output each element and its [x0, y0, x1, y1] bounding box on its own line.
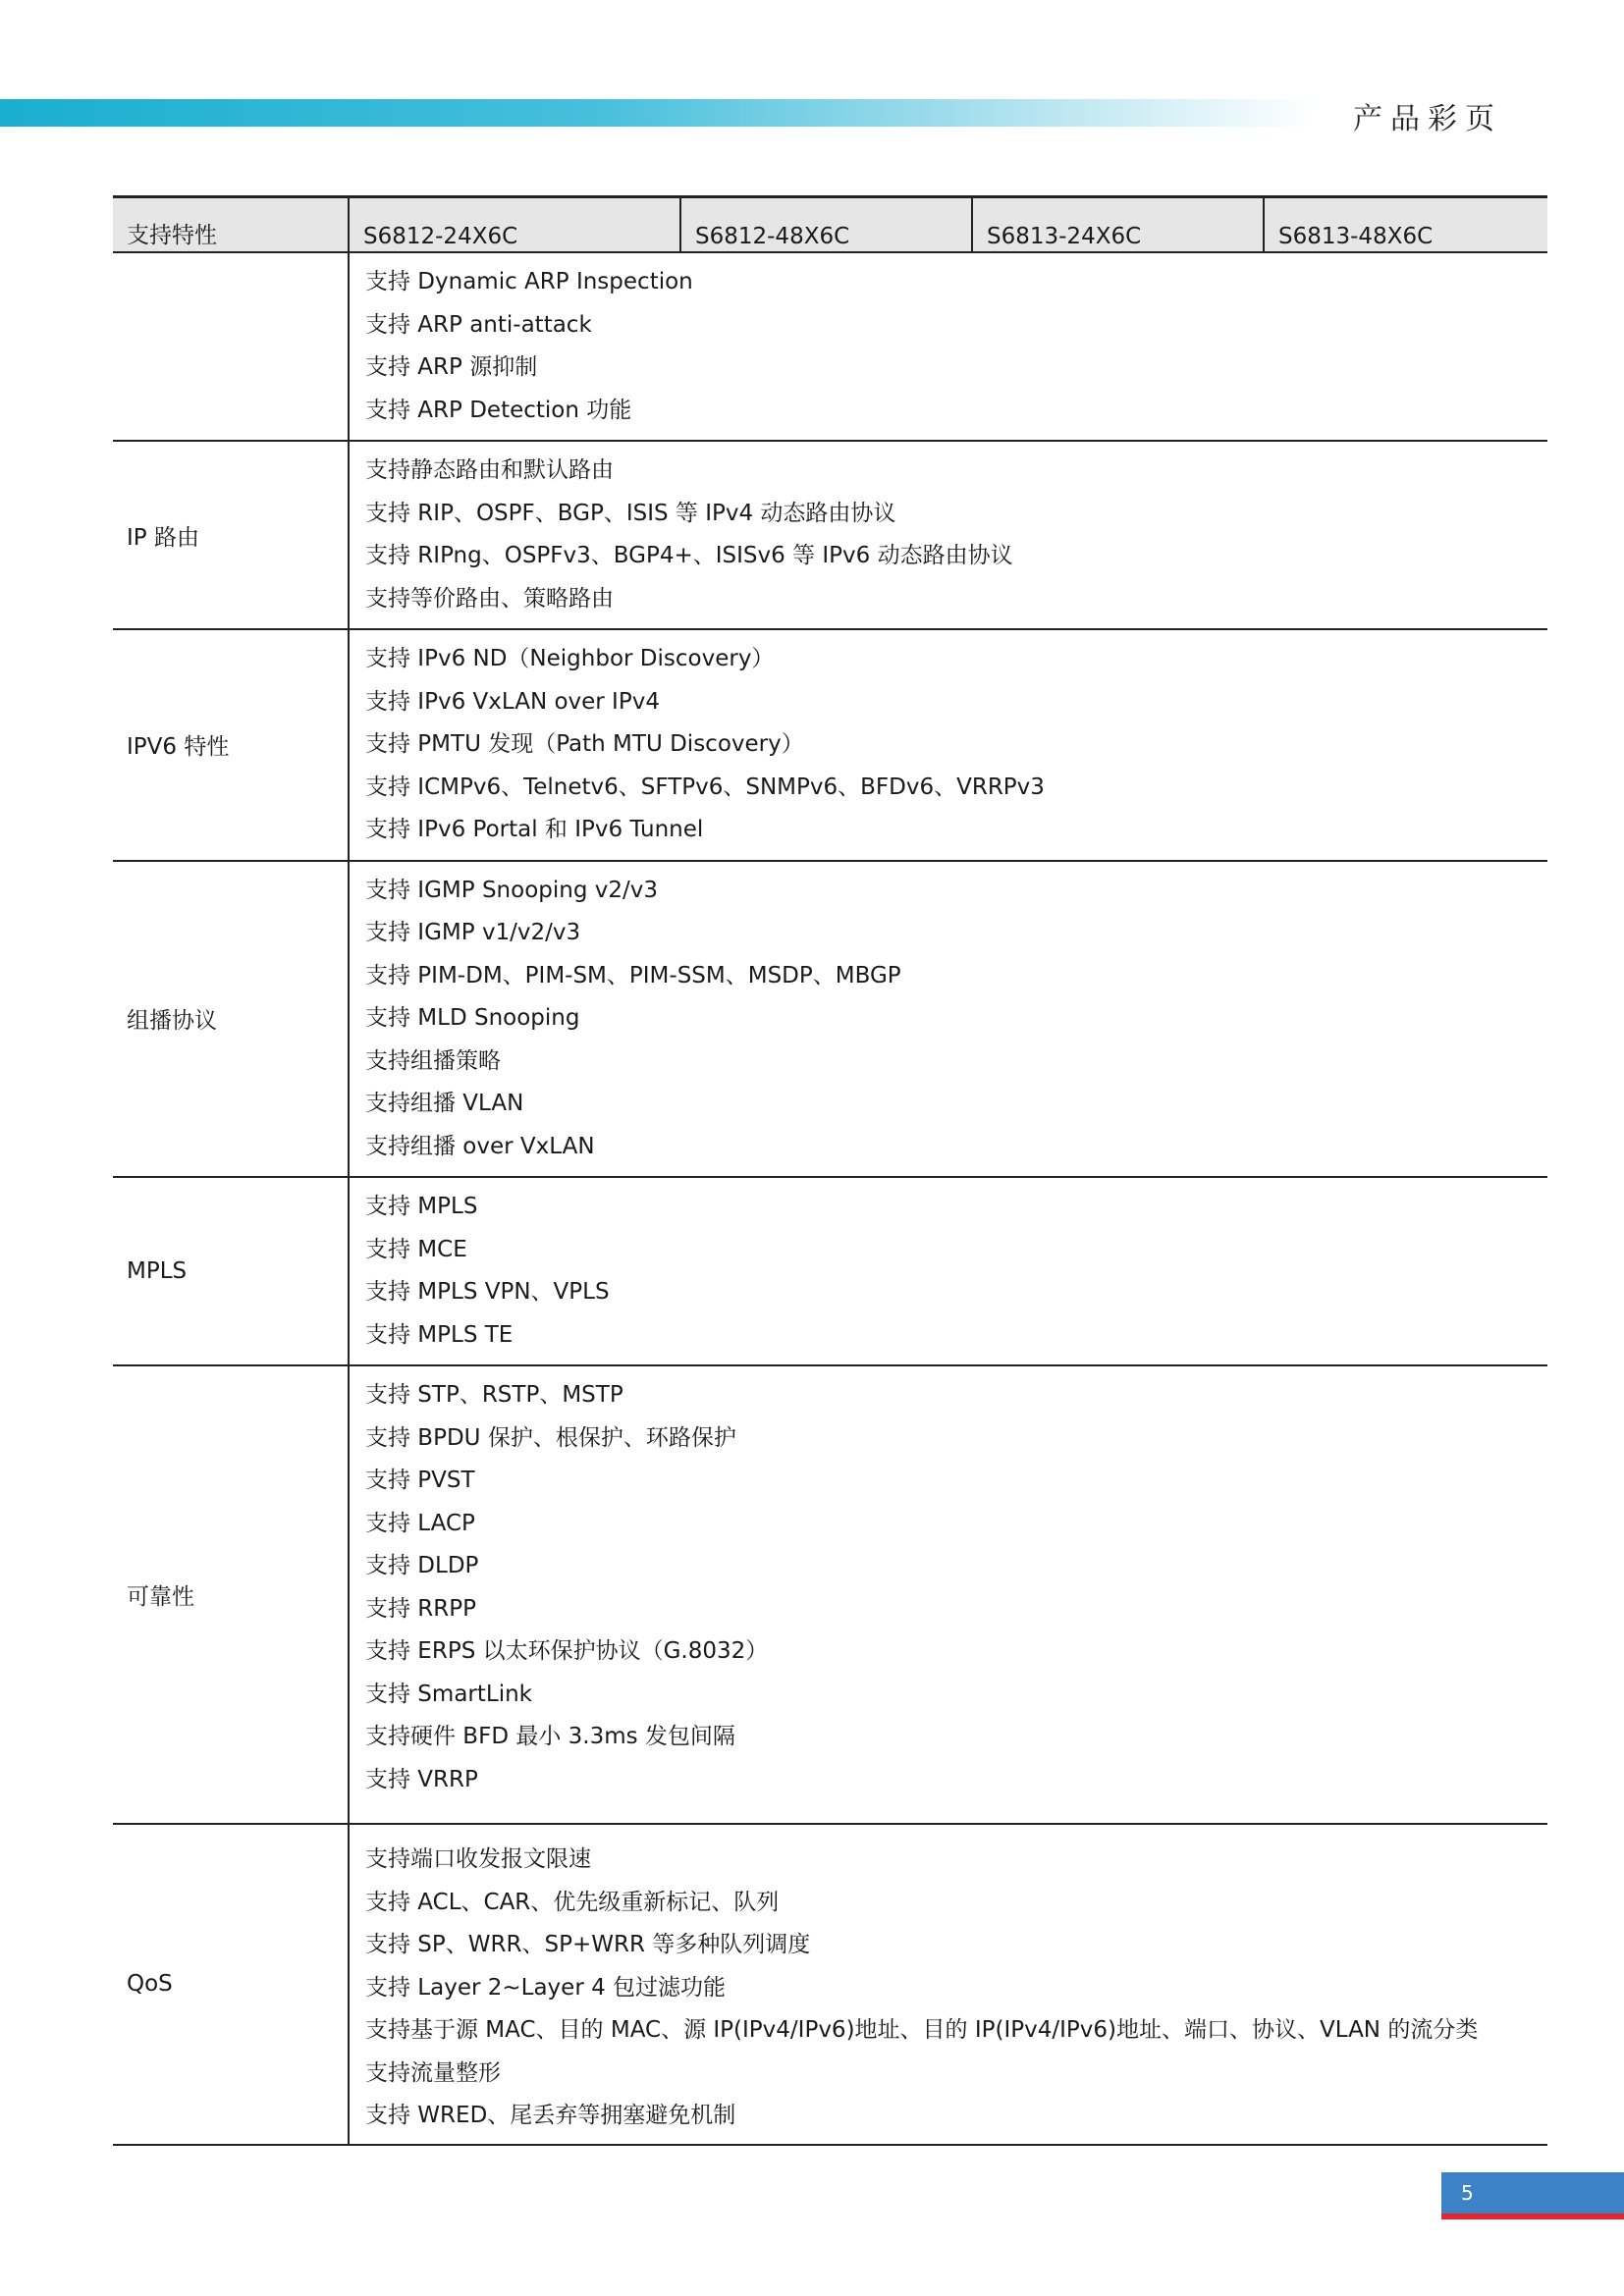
spec-table-body [113, 252, 1547, 2145]
column-header: 支持特性 [113, 197, 349, 253]
feature-item: 支持端口收发报文限速 [365, 1846, 591, 1872]
feature-item: 支持 RIPng、OSPFv3、BGP4+、ISISv6 等 IPv6 动态路由协议 [365, 543, 1013, 568]
feature-category: IP 路由 [113, 441, 349, 629]
feature-category: IPV6 特性 [113, 629, 349, 861]
feature-item: 支持基于源 MAC、目的 MAC、源 IP(IPv4/IPv6)地址、目的 IP(IPv4/IPv6)地址、端口、协议、VLAN 的流分类 [365, 2017, 1479, 2043]
feature-item: 支持 PIM-DM、PIM-SM、PIM-SSM、MSDP、MBGP [365, 962, 901, 988]
feature-item: 支持 ERPS 以太环保护协议（G.8032） [365, 1638, 769, 1664]
feature-item: 支持 SmartLink [365, 1681, 532, 1707]
feature-item: 支持 IPv6 ND（Neighbor Discovery） [365, 646, 775, 671]
column-header: S6812-24X6C [349, 197, 680, 253]
column-header: S6813-48X6C [1264, 197, 1547, 253]
feature-item: 支持 Dynamic ARP Inspection [365, 269, 693, 294]
feature-item: 支持 MPLS TE [365, 1321, 514, 1348]
feature-item: 支持 RRPP [365, 1595, 477, 1622]
feature-item: 支持组播 VLAN [365, 1091, 524, 1116]
feature-item: 支持 ICMPv6、Telnetv6、SFTPv6、SNMPv6、BFDv6、VRRPv3 [365, 774, 1045, 800]
feature-item: 支持 RIP、OSPF、BGP、ISIS 等 IPv4 动态路由协议 [365, 500, 896, 526]
page-number-tab [1441, 2172, 1624, 2214]
feature-list [349, 1824, 1547, 2145]
table-row [113, 629, 1547, 861]
feature-item: 支持 BPDU 保护、根保护、环路保护 [365, 1424, 736, 1451]
feature-item: 支持 MCE [365, 1236, 467, 1262]
feature-item: 支持 DLDP [365, 1553, 479, 1578]
feature-item: 支持 STP、RSTP、MSTP [365, 1382, 623, 1408]
feature-item: 支持 ACL、CAR、优先级重新标记、队列 [365, 1889, 780, 1915]
feature-item: 支持组播策略 [365, 1047, 501, 1074]
column-header: S6813-24X6C [972, 197, 1264, 253]
feature-item: 支持等价路由、策略路由 [365, 585, 614, 612]
feature-item: 支持 LACP [365, 1510, 475, 1536]
feature-category: MPLS [113, 1177, 349, 1365]
feature-item: 支持 VRRP [365, 1766, 478, 1792]
table-row [113, 252, 1547, 441]
feature-list [349, 1365, 1547, 1824]
table-header-row [113, 197, 1547, 253]
feature-item: 支持 IPv6 VxLAN over IPv4 [365, 688, 660, 715]
feature-item: 支持 PMTU 发现（Path MTU Discovery） [365, 731, 804, 757]
feature-category: 组播协议 [113, 861, 349, 1178]
feature-item: 支持 ARP anti-attack [365, 311, 592, 338]
feature-item: 支持 ARP Detection 功能 [365, 397, 632, 423]
feature-item: 支持 IGMP Snooping v2/v3 [365, 877, 658, 903]
feature-list [349, 861, 1547, 1178]
page-tab-accent-line [1441, 2214, 1624, 2219]
feature-item: 支持流量整形 [365, 2059, 501, 2086]
feature-category: QoS [113, 1824, 349, 2145]
table-row [113, 1824, 1547, 2145]
feature-item: 支持 SP、WRR、SP+WRR 等多种队列调度 [365, 1932, 811, 1957]
feature-item: 支持 MPLS [365, 1194, 478, 1219]
feature-item: 支持 WRED、尾丢弃等拥塞避免机制 [365, 2103, 736, 2128]
feature-list [349, 252, 1547, 441]
column-header: S6812-48X6C [680, 197, 972, 253]
feature-category [113, 252, 349, 441]
feature-list [349, 629, 1547, 861]
feature-item: 支持静态路由和默认路由 [365, 457, 614, 483]
table-row [113, 441, 1547, 629]
header-title: 产品彩页 [1353, 102, 1502, 136]
table-row [113, 861, 1547, 1178]
page-number: 5 [1461, 2181, 1474, 2205]
feature-item: 支持 MLD Snooping [365, 1005, 580, 1031]
feature-item: 支持 Layer 2~Layer 4 包过滤功能 [365, 1974, 727, 2001]
feature-item: 支持 PVST [365, 1468, 475, 1493]
feature-item: 支持硬件 BFD 最小 3.3ms 发包间隔 [365, 1724, 735, 1749]
feature-item: 支持组播 over VxLAN [365, 1133, 595, 1159]
feature-item: 支持 MPLS VPN、VPLS [365, 1279, 610, 1305]
table-row [113, 1177, 1547, 1365]
feature-list [349, 1177, 1547, 1365]
table-row [113, 1365, 1547, 1824]
feature-category: 可靠性 [113, 1365, 349, 1824]
feature-item: 支持 IGMP v1/v2/v3 [365, 920, 581, 945]
feature-list [349, 441, 1547, 629]
header-gradient-bar [0, 99, 1316, 127]
feature-item: 支持 ARP 源抑制 [365, 354, 538, 380]
spec-table [113, 195, 1547, 2146]
feature-item: 支持 IPv6 Portal 和 IPv6 Tunnel [365, 817, 704, 842]
